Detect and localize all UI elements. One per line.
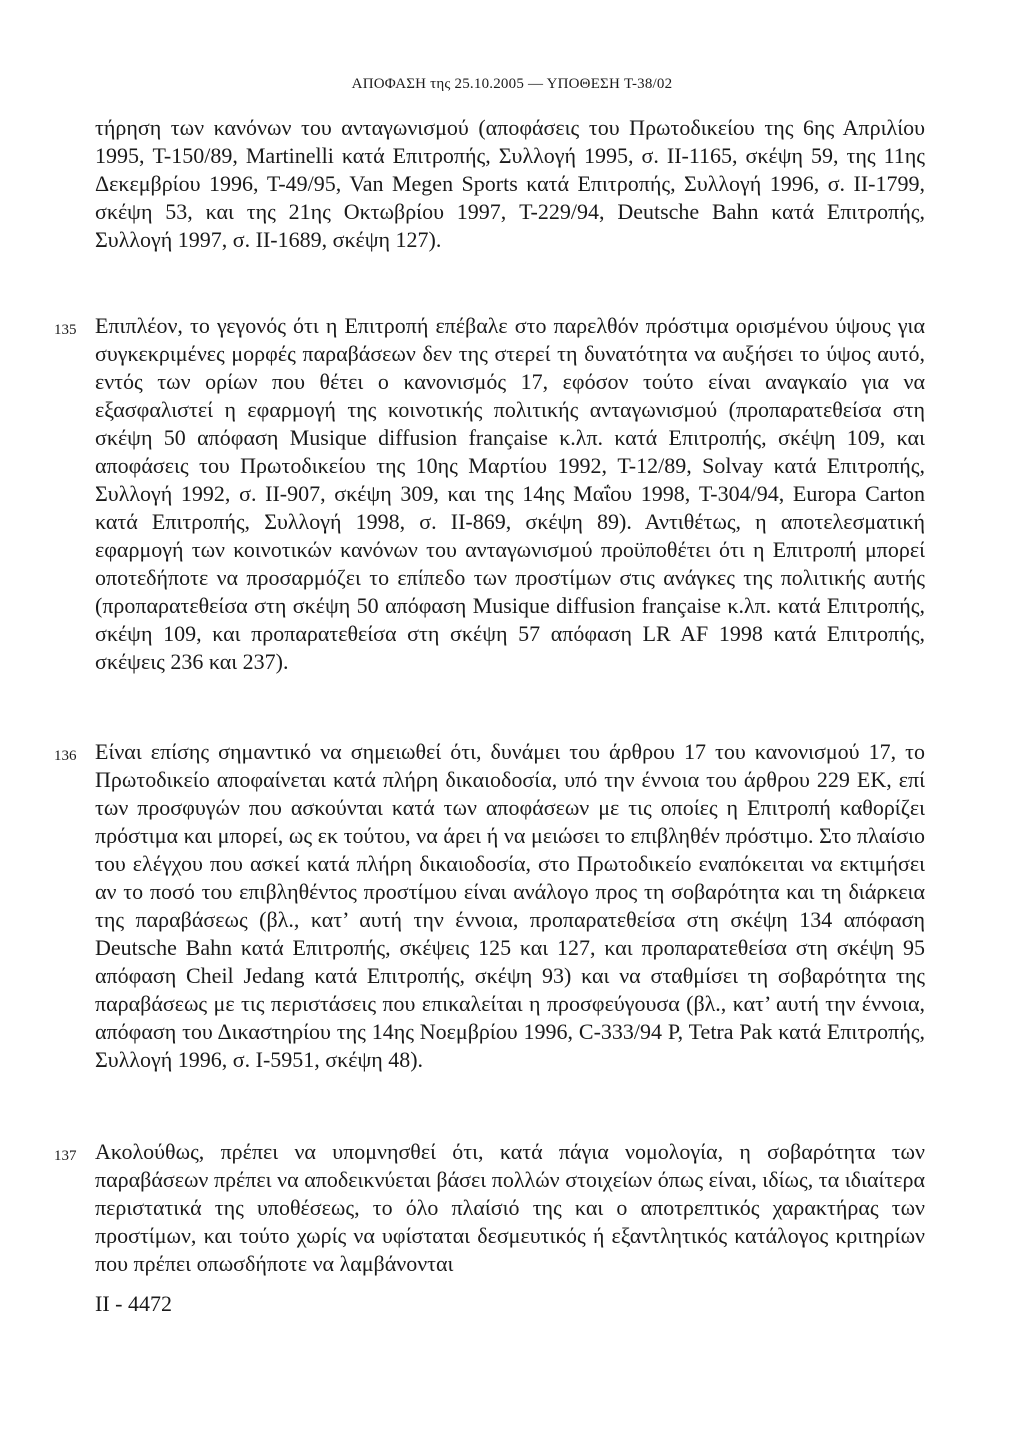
paragraph-continuation: τήρηση των κανόνων του ανταγωνισμού (αποφάσεις του Πρωτοδικείου της 6ης Απριλίου 1995, T-150/89, Martinelli κατά Επιτροπής, Συλλογή 1995, σ. II-1165, σκέψη 59, της 11ης Δεκεμβρίου 1996, T-49/95, Van Megen Sports κατά Επιτροπής, Συλλογή 1996, σ. II-1799, σκέψη 53, και της 21ης Οκτωβρίου 1997, T-229/94, Deutsche Bahn κατά Επιτροπής, Συλλογή 1997, σ. II-1689, σκέψη 127). [95, 115, 925, 252]
paragraph-135: Επιπλέον, το γεγονός ότι η Επιτροπή επέβαλε στο παρελθόν πρόστιμα ορισμένου ύψους για συγκεκριμένες μορφές παραβάσεων δεν της στερεί τη δυνατότητα να αυξήσει το ύψος αυτό, εντός των ορίων που θέτει ο κανονισμός 17, εφόσον τούτο είναι αναγκαίο για να εξασφαλιστεί η εφαρμογή της κοινοτικής πολιτικής ανταγωνισμού (προπαρατεθείσα στη σκέψη 50 απόφαση Musique diffusion française κ.λπ. κατά Επιτροπής, σκέψη 109, και αποφάσεις του Πρωτοδικείου της 10ης Μαρτίου 1992, T-12/89, Solvay κατά Επιτροπής, Συλλογή 1992, σ. II-907, σκέψη 309, και της 14ης Μαΐου 1998, T-304/94, Europa Carton κατά Επιτροπής, Συλλογή 1998, σ. II-869, σκέψη 89). Αντιθέτως, η αποτελεσματική εφαρμογή των κοινοτικών κανόνων του ανταγωνισμού προϋποθέτει ότι η Επιτροπή μπορεί οποτεδήποτε να προσαρμόζει το επίπεδο των προστίμων στις ανάγκες της πολιτικής αυτής (προπαρατεθείσα στη σκέψη 50 απόφαση Musique diffusion française κ.λπ. κατά Επιτροπής, σκέψη 109, και προπαρατεθείσα στη σκέψη 57 απόφαση LR AF 1998 κατά Επιτροπής, σκέψεις 236 και 237). [95, 313, 925, 674]
page-number: II - 4472 [95, 1291, 172, 1316]
paragraph-137: Ακολούθως, πρέπει να υπομνησθεί ότι, κατά πάγια νομολογία, η σοβαρότητα των παραβάσεων πρέπει να αποδεικνύεται βάσει πολλών στοιχείων όπως είναι, ιδίως, τα ιδιαίτερα περιστατικά της υποθέσεως, το όλο πλαίσιό της και ο αποτρεπτικός χαρακτήρας των προστίμων, και τούτο χωρίς να υφίσταται δεσμευτικός ή εξαντλητικός κατάλογος κριτηρίων που πρέπει οπωσδήποτε να λαμβάνονται [95, 1139, 925, 1276]
paragraph-number-136: 136 [54, 748, 77, 764]
paragraph-number-135: 135 [54, 322, 77, 338]
paragraph-136: Είναι επίσης σημαντικό να σημειωθεί ότι, δυνάμει του άρθρου 17 του κανονισμού 17, το Πρωτοδικείο αποφαίνεται κατά πλήρη δικαιοδοσία, υπό την έννοια του άρθρου 229 ΕΚ, επί των προσφυγών που ασκούνται κατά των αποφάσεων με τις οποίες η Επιτροπή καθορίζει πρόστιμα και μπορεί, ως εκ τούτου, να άρει ή να μειώσει το επιβληθέν πρόστιμο. Στο πλαίσιο του ελέγχου που ασκεί κατά πλήρη δικαιοδοσία, στο Πρωτοδικείο εναπόκειται να εκτιμήσει αν το ποσό του επιβληθέντος προστίμου είναι ανάλογο προς τη σοβαρότητα και τη διάρκεια της παραβάσεως (βλ., κατ’ αυτή την έννοια, προπαρατεθείσα στη σκέψη 134 απόφαση Deutsche Bahn κατά Επιτροπής, σκέψεις 125 και 127, και προπαρατεθείσα στη σκέψη 95 απόφαση Cheil Jedang κατά Επιτροπής, σκέψη 93) και να σταθμίσει τη σοβαρότητα της παραβάσεως με τις περιστάσεις που επικαλείται η προσφεύγουσα (βλ., κατ’ αυτή την έννοια, απόφαση του Δικαστηρίου της 14ης Νοεμβρίου 1996, C-333/94 P, Tetra Pak κατά Επιτροπής, Συλλογή 1996, σ. I-5951, σκέψη 48). [95, 739, 925, 1072]
running-header: ΑΠΟΦΑΣΗ της 25.10.2005 — ΥΠΟΘΕΣΗ T-38/02 [351, 76, 673, 92]
paragraph-number-137: 137 [54, 1148, 77, 1164]
